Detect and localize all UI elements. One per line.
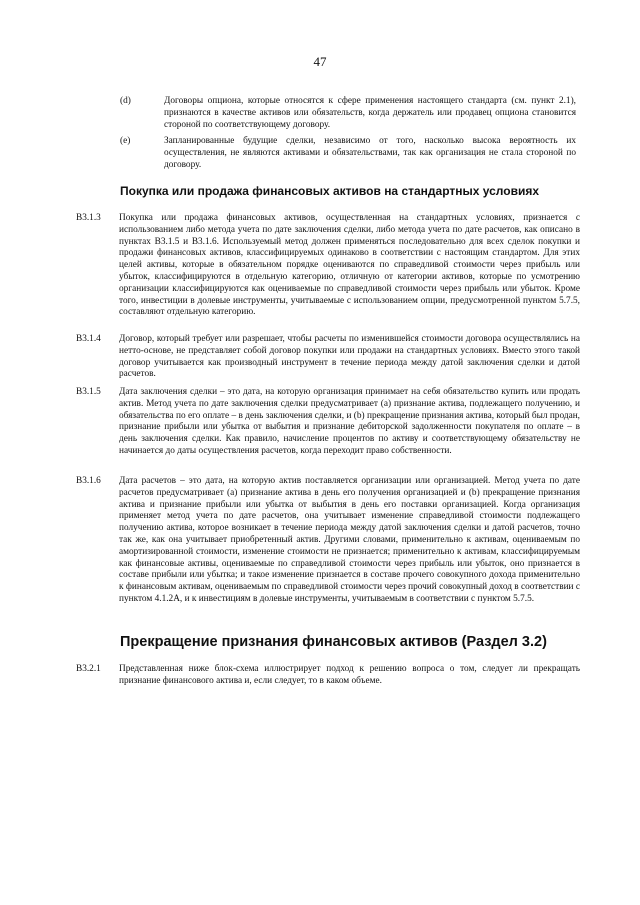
paragraph-number: В3.1.5 <box>76 387 101 397</box>
paragraph <box>76 476 580 606</box>
paragraph-text: Покупка или продажа финансовых активов, осуществленная на стандартных условиях, признается с использованием либо метода учета по дате заключения сделки, либо метода учета по дате расчетов, как описано в пунктах В3.1.5 и В3.1.6. Используемый метод должен применяться последовательно для всех сделок покупки и продажи финансовых активов, классифицируемых одинаково в соответствии с настоящим стандартом. Для этих целей активы, которые в обязательном порядке оцениваются по справедливой стоимости через прибыль или убыток, классифицируются в отдельную категорию, отличную от категории активов, которые по усмотрению организации классифицируются как оцениваемые по справедливой стоимости через прибыль или убыток. Кроме того, инвестиции в долевые инструменты, учитываемые с использованием опции, предусмотренной пунктом 5.7.5, составляют отдельную категорию. <box>119 213 580 318</box>
paragraph <box>76 213 580 319</box>
list-item <box>120 95 576 131</box>
list-item-text: Запланированные будущие сделки, независимо от того, насколько высока вероятность их осуществления, не являются активами и обязательствами, так как организация не стала стороной по договору. <box>164 136 576 170</box>
list-item-text: Договоры опциона, которые относятся к сфере применения настоящего стандарта (см. пункт 2.1), признаются в качестве активов или обязательств, когда держатель или продавец опциона становится стороной по соответствующему договору. <box>164 96 576 130</box>
paragraph-number: В3.1.4 <box>76 334 101 344</box>
paragraph-text: Представленная ниже блок-схема иллюстрирует подход к решению вопроса о том, следует ли прекращать признание финансового актива и, если следует, то в каком объеме. <box>119 664 580 686</box>
paragraph <box>76 664 580 688</box>
paragraph <box>76 387 580 458</box>
list-item-label: (e) <box>120 136 131 146</box>
paragraph-number: В3.1.6 <box>76 476 101 486</box>
paragraph-number: В3.1.3 <box>76 213 101 223</box>
page-number: 47 <box>313 54 327 69</box>
section-heading: Прекращение признания финансовых активов (Раздел 3.2) <box>120 634 547 650</box>
list-item-label: (d) <box>120 96 131 106</box>
paragraph-text: Дата расчетов – это дата, на которую актив поставляется организации или организацией. Метод учета по дате расчетов предусматривает (а) признание актива в день его получения организацией и (b) прекращение признания актива и признание прибыли или убытка от выбытия в день его поставки организацией. Когда организация применяет метод учета по дате расчетов, она учитывает изменение справедливой стоимости подлежащего получению актива, которое возникает в течение периода между датой заключения сделки и датой расчетов, точно так же, как она учитывает приобретенный актив. Другими словами, применительно к активам, оцениваемым по амортизированной стоимости, изменение стоимости не признается; применительно к активам, классифицируемым как финансовые активы, оцениваемые по справедливой стоимости через прибыль или убыток, оно признается в составе прибыли или убытка; и такое изменение признается в составе прочего совокупного дохода применительно к финансовым активам, оцениваемым по справедливой стоимости через прочий совокупный доход в соответствии с пунктом 4.1.2А, и к инвестициям в долевые инструменты, учитываемым в соответствии с пунктом 5.7.5. <box>119 476 580 604</box>
paragraph-number: В3.2.1 <box>76 664 101 674</box>
list-item <box>120 135 576 171</box>
paragraph <box>76 334 580 381</box>
paragraph-text: Дата заключения сделки – это дата, на которую организация принимает на себя обязательство купить или продать актив. Метод учета по дате заключения сделки предусматривает (а) признание актива, подлежащего получению, и обязательства по его оплате – в день заключения сделки, и (b) прекращение признания актива, который был продан, признание прибыли или убытка от выбытия и признание дебиторской задолженности покупателя по оплате – в день заключения сделки. Как правило, начисление процентов по активу и соответствующему обязательству не начинается до даты осуществления расчетов, когда переходит право собственности. <box>119 387 580 456</box>
paragraph-text: Договор, который требует или разрешает, чтобы расчеты по изменившейся стоимости договора осуществлялись на нетто-основе, не представляет собой договор покупки или продажи на стандартных условиях. Вместо этого такой договор учитывается как производный инструмент в течение периода между датой заключения сделки и датой расчетов. <box>119 334 580 380</box>
section-heading: Покупка или продажа финансовых активов на стандартных условиях <box>120 184 540 198</box>
